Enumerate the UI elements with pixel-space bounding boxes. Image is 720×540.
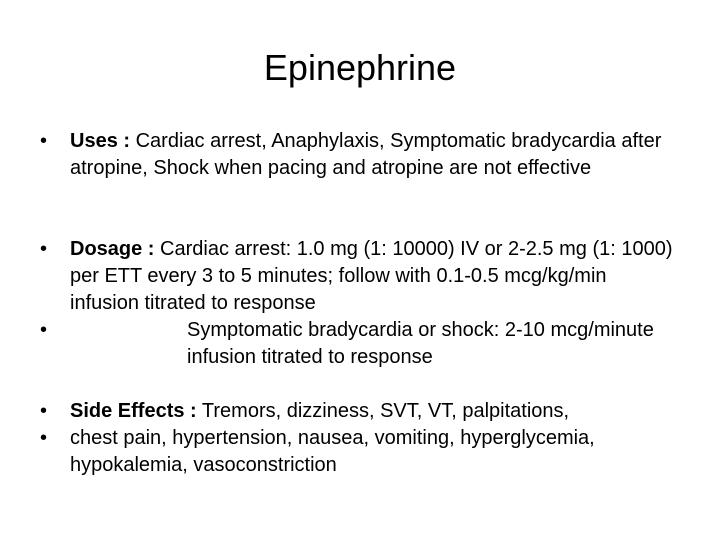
bullet-uses-content xyxy=(70,128,680,182)
uses-text: Cardiac arrest, Anaphylaxis, Symptomatic bradycardia after atropine, Shock when pacing and atropine are not effective xyxy=(70,130,662,179)
uses-label: Uses : xyxy=(70,130,131,152)
bullet-side-effects-continued xyxy=(40,425,680,479)
bullet-side-effects-content xyxy=(70,398,680,425)
bullet-dot: • xyxy=(40,400,48,422)
dosage-bradycardia: Symptomatic bradycardia or shock: 2-10 mcg/minute infusion titrated to response xyxy=(187,319,654,368)
bullet-dot: • xyxy=(40,130,48,152)
bullet-dosage-bradycardia xyxy=(40,317,680,371)
side-effects-text-1: Tremors, dizziness, SVT, VT, palpitations, xyxy=(201,400,570,422)
bullet-dosage xyxy=(40,236,680,317)
bullet-dosage-content xyxy=(70,236,680,317)
dosage-cardiac-arrest: Cardiac arrest: 1.0 mg (1: 10000) IV or 2-2.5 mg (1: 1000) per ETT every 3 to 5 minutes; follow with 0.1-0.5 mcg/kg/min infusion titrated to response xyxy=(70,238,673,314)
bullet-dot: • xyxy=(40,238,48,260)
side-effects-label: Side Effects : xyxy=(70,400,197,422)
side-effects-text-2: chest pain, hypertension, nausea, vomiting, hyperglycemia, hypokalemia, vasoconstriction xyxy=(70,427,595,476)
dosage-label: Dosage : xyxy=(70,238,155,260)
bullet-uses xyxy=(40,128,680,182)
bullet-dot: • xyxy=(40,319,48,341)
bullet-side-effects xyxy=(40,398,680,425)
slide-title: Epinephrine xyxy=(263,47,457,88)
bullet-dot: • xyxy=(40,427,48,449)
